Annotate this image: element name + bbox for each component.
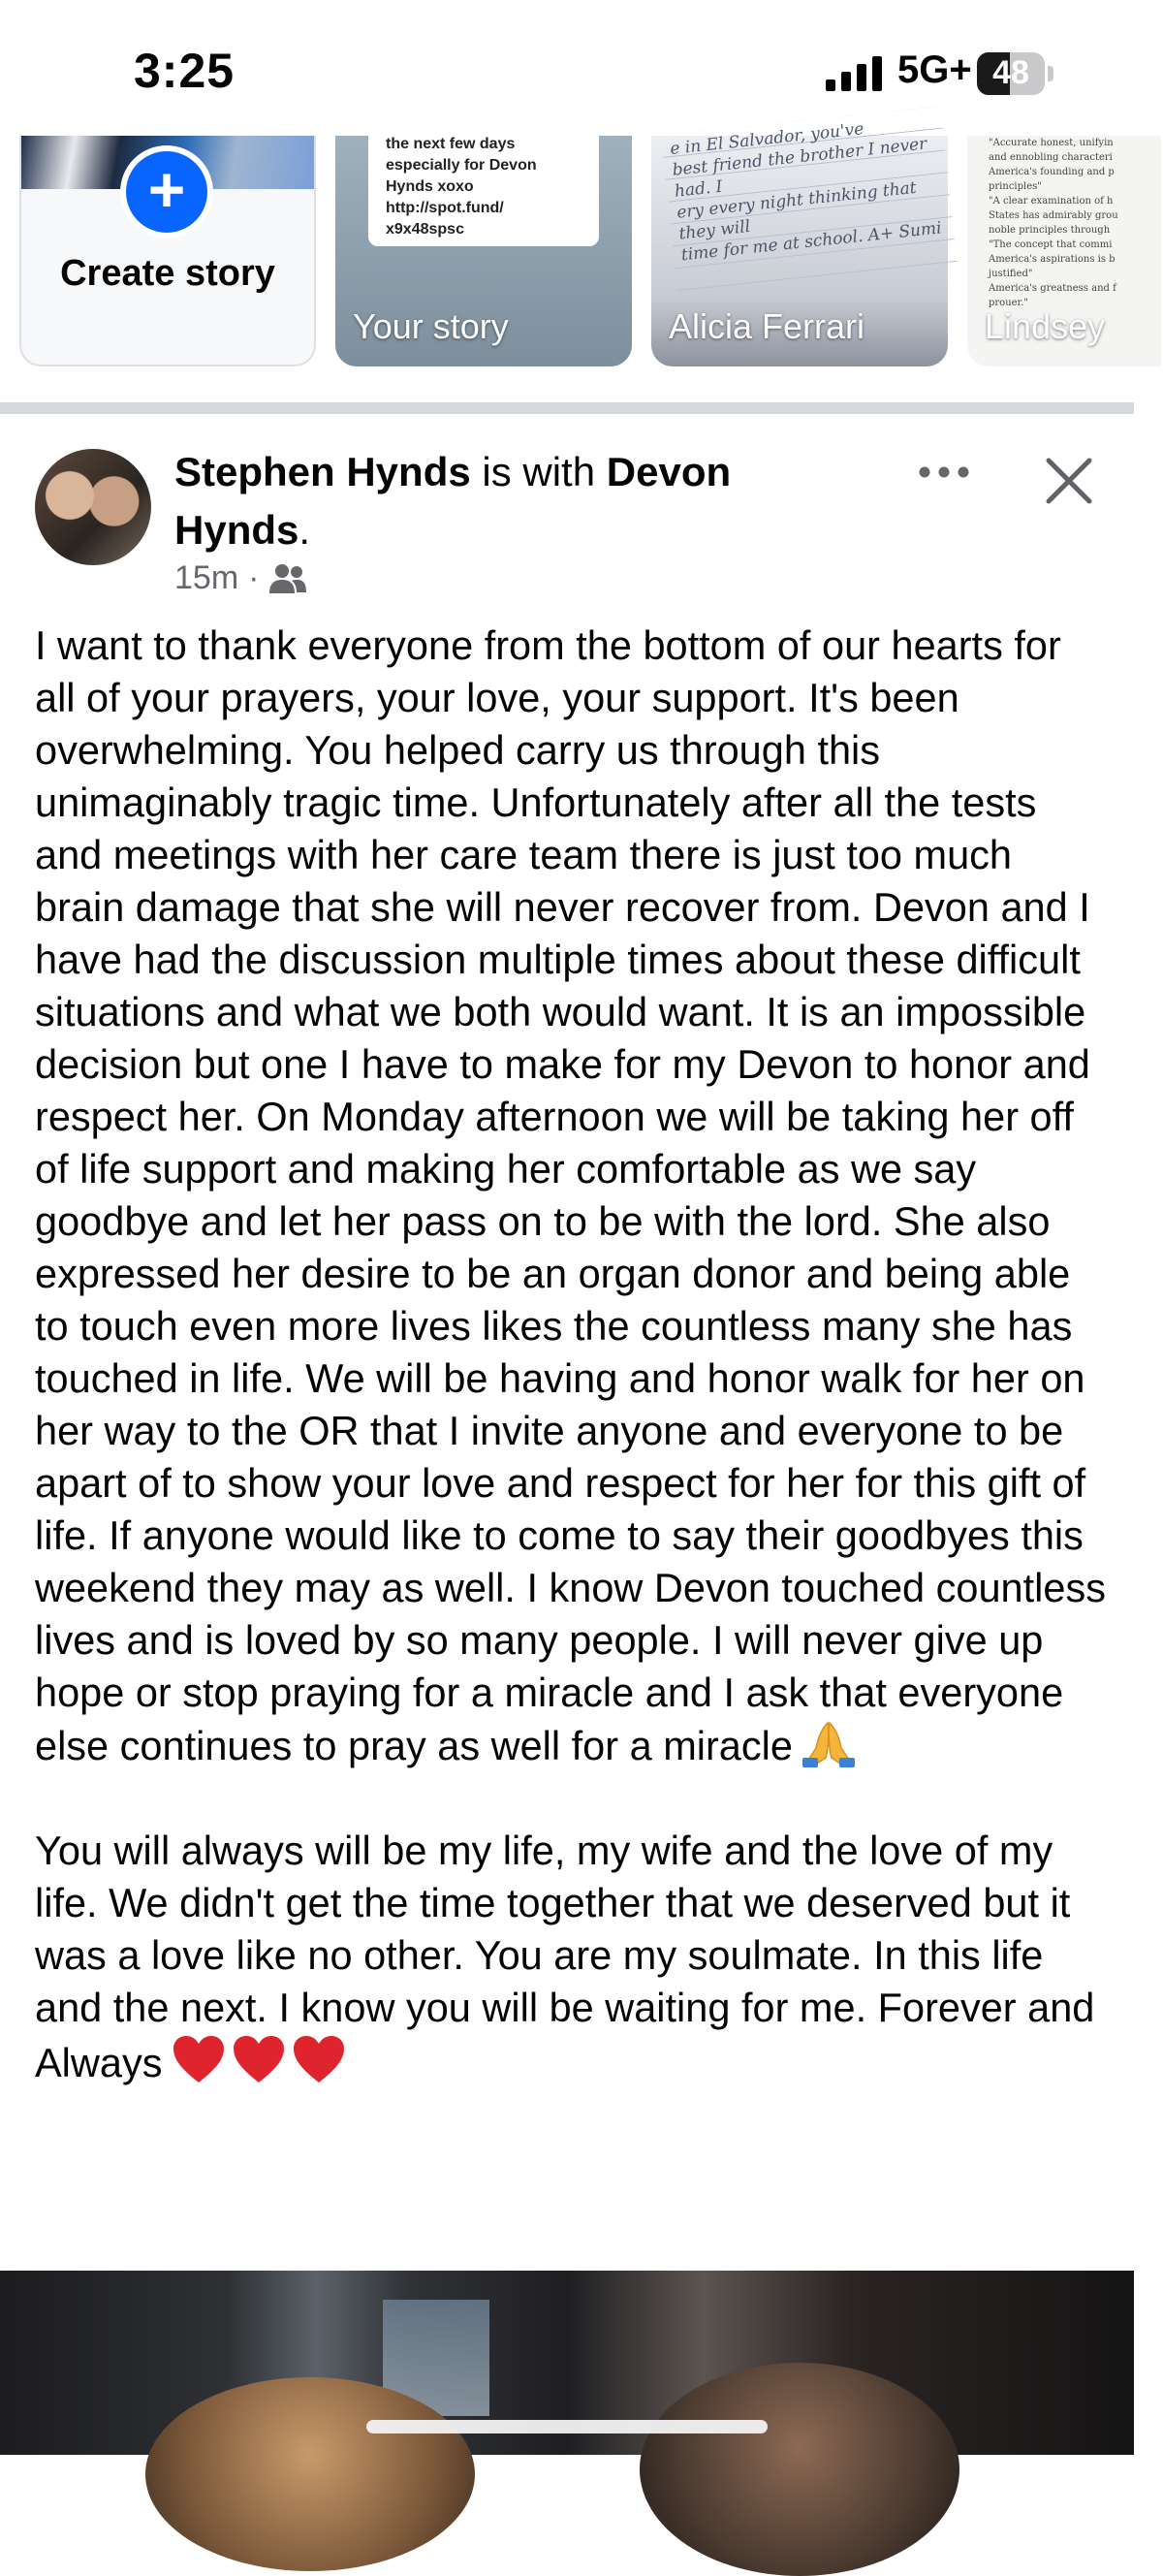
post-message [35,620,1111,2089]
story-preview-note: the next few days especially for Devon Hynds xoxo http://spot.fund/ x9x48spsc [368,136,599,246]
more-options-icon[interactable] [915,453,973,492]
feed-divider [0,402,1134,414]
post-timestamp[interactable]: 15m [174,559,239,596]
plus-icon: + [120,145,213,239]
tagged-person[interactable]: Devon Hynds [174,449,732,553]
status-bar [0,0,1134,136]
story-preview-handwriting: e in El Salvador, you've best friend the brother I never had. I ery every night thinking that they will time for me at school. A+ Sumi [661,107,958,300]
praying-hands-icon [801,1719,857,1767]
stories-tray [0,119,1134,402]
photo-subject [145,2377,475,2571]
battery-icon [977,52,1054,95]
network-type: 5G+ [897,48,972,91]
story-name: Alicia Ferrari [669,306,865,346]
post-header-text: Stephen Hynds is with Devon Hynds. [174,449,732,553]
meta-separator: · [248,559,260,596]
post-paragraph: I want to thank everyone from the bottom of our hearts for all of your prayers, your love, your support. It's been overwhelming. You helped carry us through this unimaginably tragic time. Unfortunately after all the tests and meetings with her care team there is just too much brain damage that she will never recover from. Devon and I have had the discussion multiple times about these difficult situations and what we both would want. It is an impossible decision but one I have to make for my Devon to honor and respect her. On Monday afternoon we will be taking her off of life support and making her comfortable as we say goodbye and let her pass on to be with the lord. She also expressed her desire to be an organ donor and being able to touch even more lives likes the countless many she has touched in life. We will be having and honor walk for her on her way to the OR that I invite anyone and everyone to be apart of to show your love and respect for her for this gift of life. If anyone would like to come to say their goodbyes this weekend they may as well. I know Devon touched countless lives and is loved by so many people. I will never give up hope or stop praying for a miracle and I ask that everyone else continues to pray as well for a miracle [35,622,1106,1768]
red-heart-icon [232,2034,286,2084]
post-meta [174,559,307,597]
with-connector: is with [482,449,596,494]
post-paragraph: You will always will be my life, my wife and the love of my life. We didn't get the time together that we deserved but it was a love like no other. You are my soulmate. In this life and the next. I know you will be waiting for me. Forever and Always [35,1828,1095,2085]
red-heart-icon [172,2034,226,2084]
close-icon[interactable] [1043,455,1095,507]
create-story-card[interactable] [19,136,316,366]
feed-post [0,414,1134,2271]
friends-icon [268,562,307,595]
red-heart-icon [292,2034,346,2084]
photo-subject [640,2363,959,2576]
home-indicator[interactable] [366,2420,768,2433]
status-time: 3:25 [134,44,236,98]
story-card-alicia-ferrari[interactable] [651,119,948,366]
story-preview-document: "Accurate honest, unifyin and ennobling characteri America's founding and p principles" "A clear examination of h States has admirably grou noble principles through "The concept that commi America's aspirations is b justified" America's greatness and f prouer." [989,138,1118,308]
story-name: Lindsey [985,306,1106,346]
hearts-group [172,2034,346,2084]
create-story-label: Create story [60,253,275,294]
author-name[interactable]: Stephen Hynds [174,449,471,494]
cellular-signal-icon [826,56,886,91]
story-card-your-story[interactable] [335,136,632,366]
story-name: Your story [353,306,509,346]
avatar[interactable] [35,449,151,565]
battery-percent: 48 [992,54,1029,91]
story-card-lindsey[interactable] [967,136,1161,366]
